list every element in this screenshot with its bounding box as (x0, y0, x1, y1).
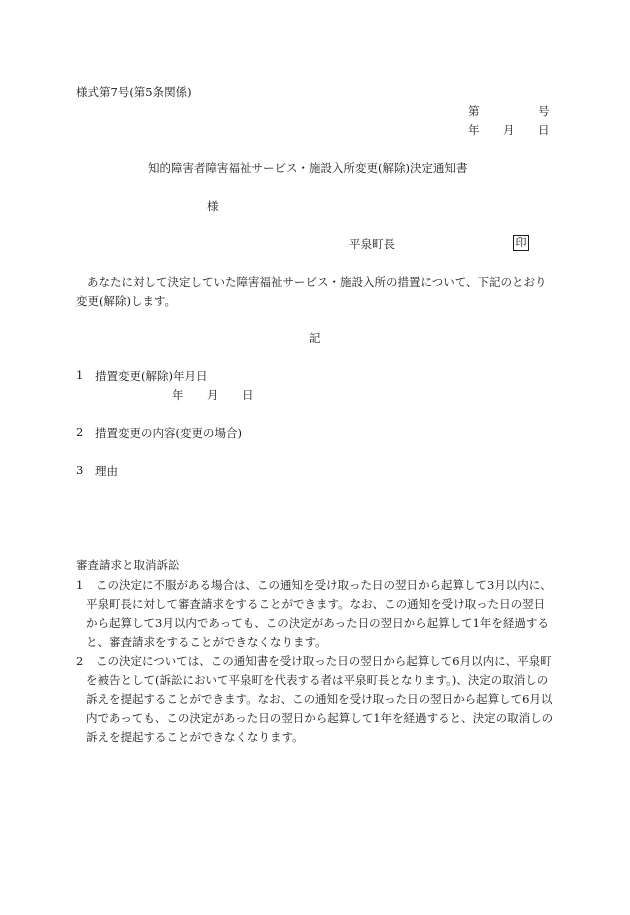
seal-mark: 印 (513, 235, 529, 251)
number-prefix: 第 (468, 104, 480, 118)
date-month: 月 (503, 123, 515, 137)
item-3-number: 3 (76, 463, 84, 477)
item-3-label: 理由 (95, 464, 118, 478)
item-1-label: 措置変更(解除)年月日 (95, 369, 208, 383)
appeal-paragraph-2 (76, 652, 554, 747)
item-2-number: 2 (76, 425, 84, 439)
item-1-number: 1 (76, 368, 84, 382)
date-day: 日 (538, 123, 550, 137)
ki-heading: 記 (309, 331, 321, 345)
form-label: 様式第7号(第5条関係) (76, 85, 192, 99)
item-1-month: 月 (207, 388, 219, 402)
appeal-heading: 審査請求と取消訴訟 (76, 558, 180, 572)
item-1-day: 日 (242, 388, 254, 402)
intro-paragraph: あなたに対して決定していた障害福祉サービス・施設入所の措置について、下記のとおり変更(解除)します。 (76, 275, 547, 308)
issuer-name: 平泉町長 (349, 237, 395, 251)
number-suffix: 号 (538, 104, 550, 118)
appeal-paragraph-1 (76, 576, 554, 652)
appeal-paragraph-1-text: この決定に不服がある場合は、この通知を受け取った日の翌日から起算して3月以内に、平泉町長に対して審査請求をすることができます。なお、この通知を受け取った日の翌日から起算して3月以内であっても、この決定があった日の翌日から起算して1年を経過すると、審査請求をすることができなくなります。 (86, 578, 552, 649)
appeal-paragraph-2-number: 2 (76, 654, 84, 668)
document-title: 知的障害者障害福祉サービス・施設入所変更(解除)決定通知書 (148, 161, 468, 175)
appeal-paragraph-1-number: 1 (76, 578, 84, 592)
addressee-suffix: 様 (207, 199, 219, 213)
appeal-paragraph-2-text: この決定については、この通知書を受け取った日の翌日から起算して6月以内に、平泉町を被告として(訴訟において平泉町を代表する者は平泉町長となります。)、決定の取消しの訴えを提起することができます。なお、この通知を受け取った日の翌日から起算して6月以内であっても、この決定があった日の翌日から起算して1年を経過すると、決定の取消しの訴えを提起することができなくなります。 (86, 654, 554, 744)
date-year: 年 (468, 123, 480, 137)
item-1-year: 年 (172, 388, 184, 402)
item-2-label: 措置変更の内容(変更の場合) (95, 426, 242, 440)
